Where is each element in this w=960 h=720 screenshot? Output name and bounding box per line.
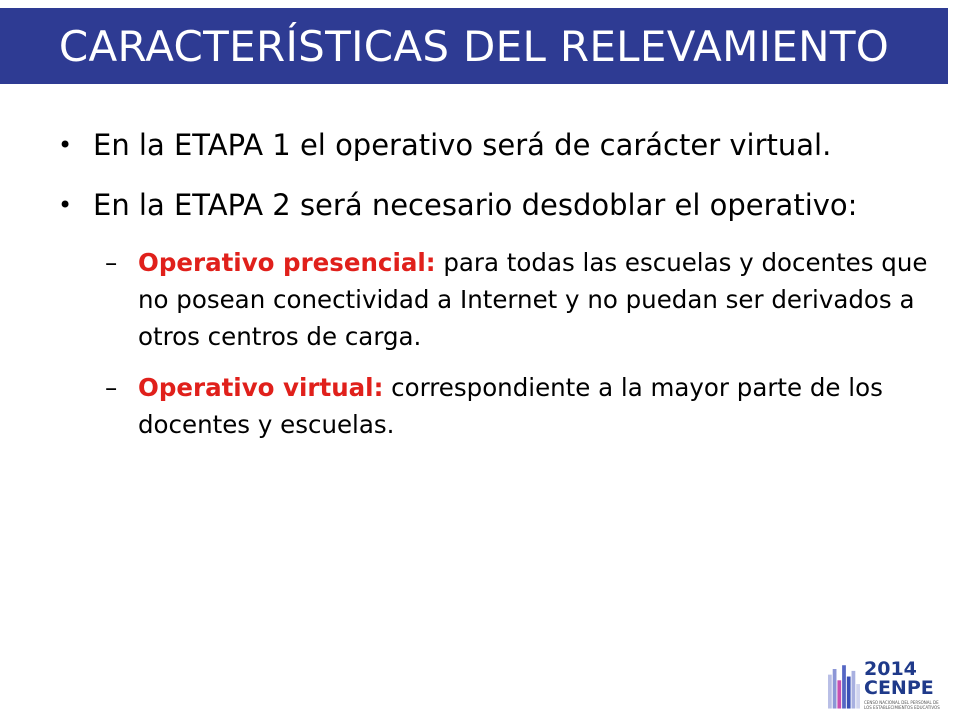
subbullet-operativo-virtual <box>105 369 928 443</box>
bar-chart-logo-icon <box>828 660 860 710</box>
bullet-text: En la ETAPA 2 será necesario desdoblar el operativo: <box>93 188 858 222</box>
subbullet-marker: – <box>105 248 118 277</box>
subbullet-operativo-presencial <box>105 244 928 355</box>
slide-content <box>58 124 928 457</box>
logo-name: CENPE <box>864 677 934 699</box>
bullet-etapa-1 <box>58 124 928 167</box>
bullet-text: En la ETAPA 1 el operativo será de carácter virtual. <box>93 128 832 162</box>
subbullet-marker: – <box>105 373 118 402</box>
bullet-marker: • <box>58 191 73 219</box>
cenpe-logo <box>828 660 946 712</box>
subbullet-text: correspondiente a la mayor parte de los docentes y escuelas. <box>138 373 883 439</box>
logo-year: 2014 <box>864 658 917 680</box>
logo-subtitle: CENSO NACIONAL DEL PERSONAL DE LOS ESTABLECIMIENTOS EDUCATIVOS <box>864 700 940 710</box>
title-bar <box>0 8 948 84</box>
bullet-marker: • <box>58 131 73 159</box>
subbullet-label: Operativo virtual: <box>138 373 384 402</box>
subbullet-text: para todas las escuelas y docentes que no posean conectividad a Internet y no puedan ser derivados a otros centros de carga. <box>138 248 928 351</box>
slide-title: CARACTERÍSTICAS DEL RELEVAMIENTO <box>58 21 890 71</box>
subbullet-label: Operativo presencial: <box>138 248 436 277</box>
bullet-etapa-2 <box>58 184 928 227</box>
